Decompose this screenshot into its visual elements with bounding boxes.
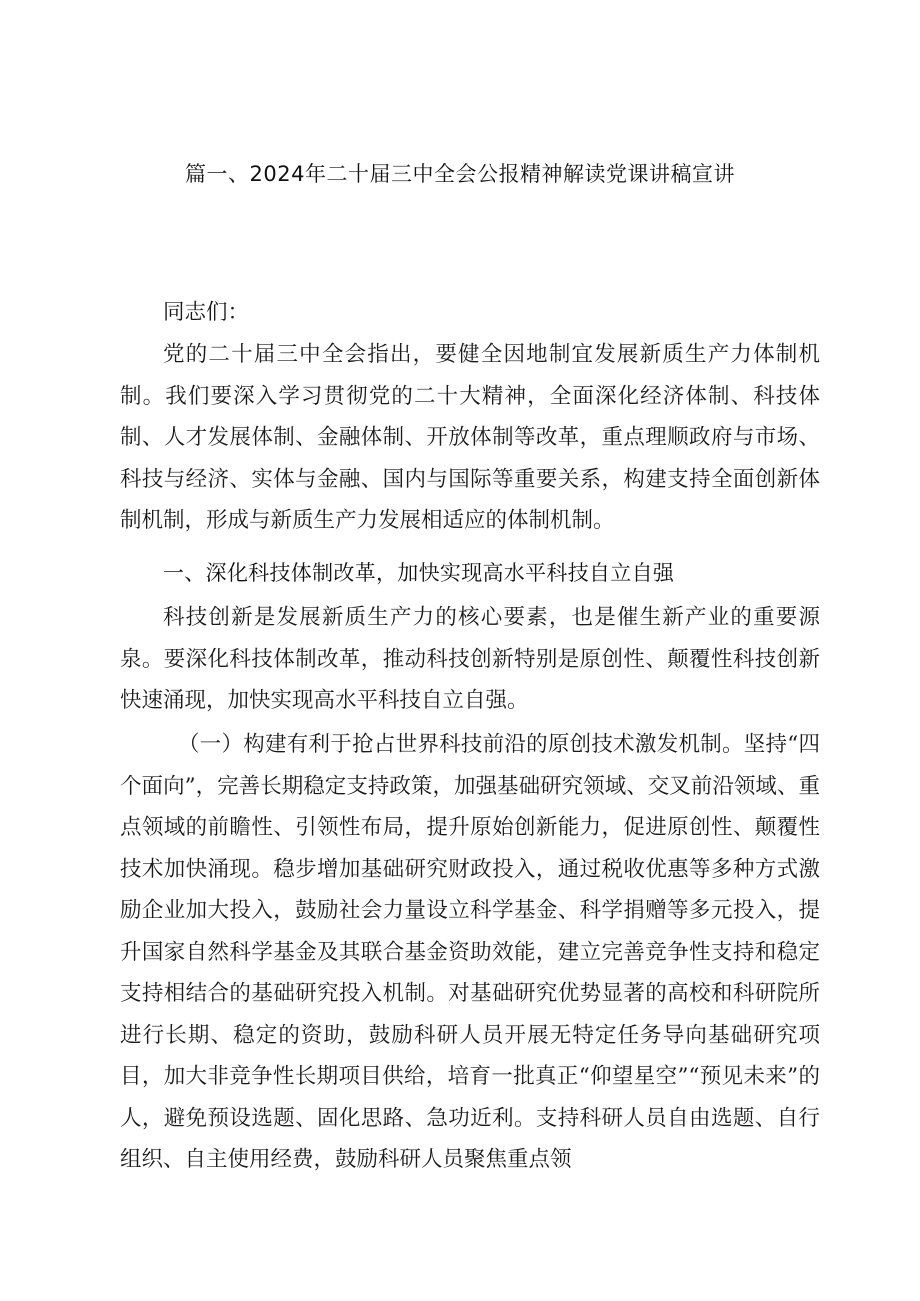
paragraph-subsection-1: （一）构建有利于抢占世界科技前沿的原创技术激发机制。坚持“四个面向”，完善长期稳定支持政策，加强基础研究领域、交叉前沿领域、重点领域的前瞻性、引领性布局，提升原始创新能力，促进原创性、颠覆性技术加快涌现。稳步增加基础研究财政投入，通过税收优惠等多种方式激励企业加大投入，鼓励社会力量设立科学基金、科学捐赠等多元投入，提升国家自然科学基金及其联合基金资助效能，建立完善竞争性支持和稳定支持相结合的基础研究投入机制。对基础研究优势显著的高校和科研院所进行长期、稳定的资助，鼓励科研人员开展无特定任务导向基础研究项目，加大非竞争性长期项目供给，培育一批真正“仰望星空”“预见未来”的人，避免预设选题、固化思路、急功近利。支持科研人员自由选题、自行组织、自主使用经费，鼓励科研人员聚焦重点领 (120, 732, 820, 1172)
paragraph-section-1: 科技创新是发展新质生产力的核心要素，也是催生新产业的重要源泉。要深化科技体制改革，推动科技创新特别是原创性、颠覆性科技创新快速涌现，加快实现高水平科技自立自强。 (120, 605, 820, 713)
greeting: 同志们： (163, 300, 250, 325)
document-title: 篇一、2024年二十届三中全会公报精神解读党课讲稿宣讲 (185, 162, 735, 186)
paragraph-intro: 党的二十届三中全会指出，要健全因地制宜发展新质生产力体制机制。我们要深入学习贯彻党的二十大精神，全面深化经济体制、科技体制、人才发展体制、金融体制、开放体制等改革，重点理顺政府与市场、科技与经济、实体与金融、国内与国际等重要关系，构建支持全面创新体制机制，形成与新质生产力发展相适应的体制机制。 (120, 342, 820, 533)
section-heading-1: 一、深化科技体制改革，加快实现高水平科技自立自强 (163, 561, 675, 585)
